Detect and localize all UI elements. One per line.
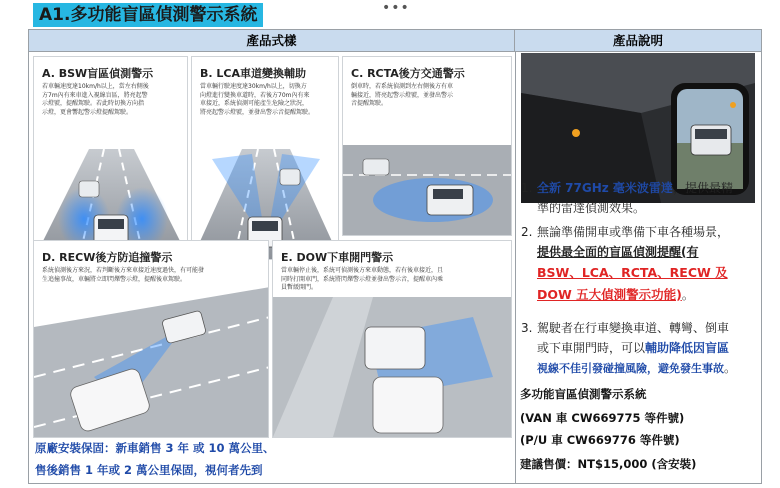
header-product-style: 產品式樣	[29, 30, 515, 52]
panel-title: C. RCTA後方交通警示	[351, 67, 465, 80]
panel-title: B. LCA車道變換輔助	[200, 67, 306, 80]
description-item-2: 2. 無論準備開車或準備下車各種場景， 提供最全面的盲區偵測提醒(有 BSW、LCA、RCTA、RECW 及 DOW 五大偵測警示功能)。	[521, 225, 730, 302]
recw-illustration	[34, 287, 269, 437]
panel-description: 倒車時，若系統偵測到左右側後方有車 輛接近，將亮起警示燈號，並發出警示 音提醒駕駛。	[351, 83, 454, 107]
warranty-line-1: 原廠安裝保固：新車銷售 3 年 或 10 萬公里、	[35, 441, 275, 455]
panel-description: 當車輛停止後，系統可偵測後方來車動態，若有後車接近，且 同時打開車門，系統將閃爍警示燈並發出警示音，提醒車內乘 員暫緩開門。	[281, 267, 444, 291]
panel-title: E. DOW下車開門警示	[281, 251, 394, 264]
product-table	[28, 29, 762, 484]
description-item-3: 3. 駕駛者在行車變換車道、轉彎、倒車 或下車開門時，可以輔助降低因盲區 視線不佳引發碰撞風險，避免發生事故。	[521, 321, 737, 375]
panel-description: 系統偵測後方來況，若判斷後方來車接近速度過快，有可能發 生追撞事故，車輛將立即閃爍警示燈，提醒後車駕駛。	[42, 267, 205, 283]
panel-dow	[272, 240, 512, 438]
spec-name: 多功能盲區偵測警示系統	[520, 387, 647, 401]
description-item-1: 1. 全新 77GHz 毫米波雷達，提供最精 準的雷達偵測效果。	[521, 181, 733, 215]
panel-recw	[33, 240, 269, 438]
panel-rcta	[342, 56, 512, 236]
section-title: A1.多功能盲區偵測警示系統	[33, 3, 263, 27]
panel-description: 若車輛速度達10km/h以上，當左右側後 方7m內有來車進入視線盲區，將亮起警 示燈號，提醒駕駛。若此時切換方向指 示燈，更會響起警示燈提醒駕駛。	[42, 83, 149, 116]
panel-title: A. BSW盲區偵測警示	[42, 67, 154, 80]
functions-highlight: BSW、LCA、RCTA、RECW 及	[537, 265, 728, 280]
header-product-description: 產品說明	[515, 30, 761, 52]
dow-illustration	[273, 297, 512, 437]
radar-highlight: 全新 77GHz 毫米波雷達	[537, 181, 673, 195]
rcta-illustration	[343, 145, 512, 235]
column-divider	[515, 52, 516, 484]
warranty-line-2: 售後銷售 1 年或 2 萬公里保固，視何者先到	[35, 463, 263, 477]
panel-description: 當車輛行駛速度達30km/h以上，切換方 向燈進行變換車道時，若後方70m內有來 車接近，系統偵測可能產生危險之狀況， 將亮起警示燈號，並發出警示音提醒駕駛。	[200, 83, 315, 116]
panel-lca	[191, 56, 339, 260]
panel-title: D. RECW後方防追撞警示	[42, 251, 173, 264]
spec-pu-part: (P/U 車 CW669776 等件號)	[520, 433, 680, 447]
more-icon[interactable]: •••	[382, 0, 410, 16]
spec-price: 建議售價：NT$15,000 (含安裝)	[520, 457, 697, 471]
spec-van-part: (VAN 車 CW669775 等件號)	[520, 411, 685, 425]
panel-bsw	[33, 56, 188, 260]
